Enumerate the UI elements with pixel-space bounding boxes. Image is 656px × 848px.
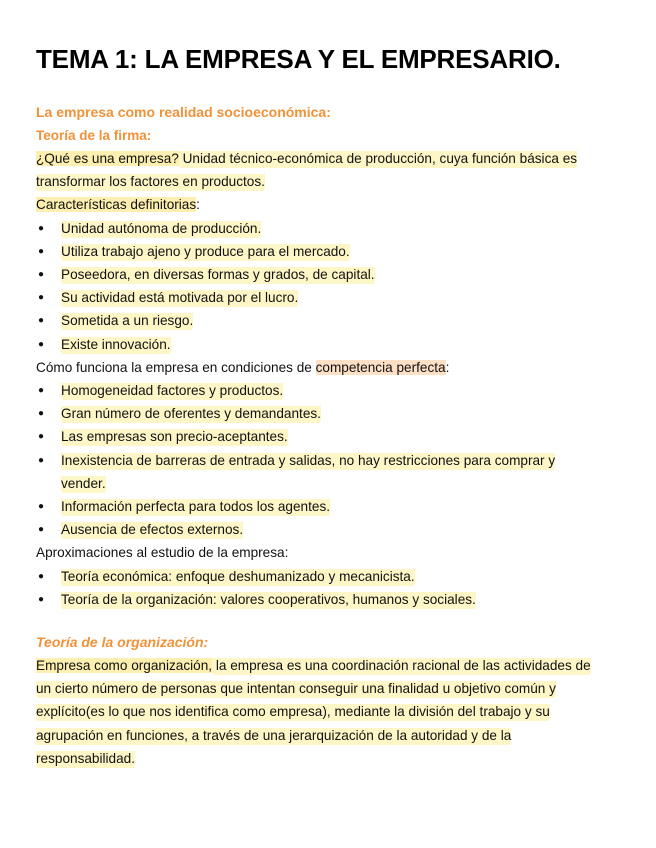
list-item-text: Teoría de la organización: valores cooperativos, humanos y sociales. (61, 591, 476, 607)
approaches-list (36, 565, 620, 611)
section-heading-socioeconomic: La empresa como realidad socioeconómica: (36, 104, 331, 120)
organization-line: responsabilidad. (36, 750, 135, 766)
list-item-text: Las empresas son precio-aceptantes. (61, 429, 288, 445)
characteristics-label: Características definitorias (36, 197, 197, 213)
list-item (36, 588, 620, 611)
bullet-icon: ● (37, 501, 45, 513)
list-item-text: Utiliza trabajo ajeno y produce para el mercado. (61, 243, 350, 259)
list-item (36, 309, 620, 332)
characteristics-list (36, 217, 620, 356)
bullet-icon: ● (37, 269, 45, 281)
list-item-text-wrap: vender. (61, 475, 106, 491)
list-item-text: Sometida a un riesgo. (61, 313, 194, 329)
list-item-text: Ausencia de efectos externos. (61, 522, 244, 538)
characteristics-colon: : (196, 197, 200, 213)
list-item (36, 565, 620, 588)
bullet-icon: ● (37, 292, 45, 304)
list-item-text: Su actividad está motivada por el lucro. (61, 290, 299, 306)
bullet-icon: ● (37, 315, 45, 327)
bullet-icon: ● (37, 338, 45, 350)
bullet-icon: ● (37, 431, 45, 443)
list-item (36, 402, 620, 425)
list-item-text: Gran número de oferentes y demandantes. (61, 406, 321, 422)
list-item-text: Homogeneidad factores y productos. (61, 383, 284, 399)
list-item (36, 286, 620, 309)
list-item (36, 333, 620, 356)
organization-line: agrupación en funciones, a través de una jerarquización de la autoridad y de la (36, 727, 512, 743)
competition-colon: : (445, 359, 450, 375)
definition-line-2: transformar los factores en productos. (36, 174, 265, 190)
question-text: ¿Qué es una empresa? (36, 151, 179, 166)
bullet-icon: ● (37, 524, 45, 536)
approaches-intro: Aproximaciones al estudio de la empresa: (36, 545, 289, 561)
bullet-icon: ● (37, 222, 45, 234)
organization-paragraph (36, 654, 620, 770)
bullet-icon: ● (37, 385, 45, 397)
list-item-text: Información perfecta para todos los agentes. (61, 499, 331, 515)
list-item-text: Existe innovación. (61, 336, 171, 352)
page-title: TEMA 1: LA EMPRESA Y EL EMPRESARIO. (36, 44, 561, 74)
bullet-icon: ● (37, 408, 45, 420)
list-item (36, 217, 620, 240)
organization-lead: Empresa como organización, (36, 658, 213, 674)
characteristics-label-line (36, 193, 620, 216)
definition-paragraph (36, 147, 620, 193)
list-item (36, 240, 620, 263)
list-item (36, 379, 620, 402)
organization-line: un cierto número de personas que intentan conseguir una finalidad u objetivo común y (36, 681, 556, 697)
organization-line: explícito(es lo que nos identifica como empresa), mediante la división del trabajo y su (36, 704, 550, 720)
section-heading-organization: Teoría de la organización: (36, 634, 209, 651)
list-item-text: Teoría económica: enfoque deshumanizado y mecanicista. (61, 568, 415, 584)
list-item-text: Inexistencia de barreras de entrada y salidas, no hay restricciones para comprar y (61, 452, 556, 468)
bullet-icon: ● (37, 570, 45, 582)
list-item (36, 425, 620, 448)
list-item-text: Poseedora, en diversas formas y grados, de capital. (61, 267, 375, 283)
competition-term: competencia perfecta (315, 359, 446, 375)
list-item-text: Unidad autónoma de producción. (61, 220, 262, 236)
bullet-icon: ● (37, 454, 45, 466)
list-item (36, 518, 620, 541)
list-item (36, 263, 620, 286)
list-item (36, 449, 620, 495)
section-gap (36, 611, 620, 631)
subheading-firm-theory: Teoría de la firma: (36, 128, 152, 143)
competition-intro: Cómo funciona la empresa en condiciones de (36, 359, 316, 375)
list-item (36, 495, 620, 518)
organization-line: la empresa es una coordinación racional de las actividades de (212, 658, 591, 674)
competition-list (36, 379, 620, 541)
bullet-icon: ● (37, 245, 45, 257)
competition-intro-line (36, 356, 620, 379)
definition-line-1: Unidad técnico-económica de producción, cuya función básica es (178, 151, 578, 166)
bullet-icon: ● (37, 593, 45, 605)
